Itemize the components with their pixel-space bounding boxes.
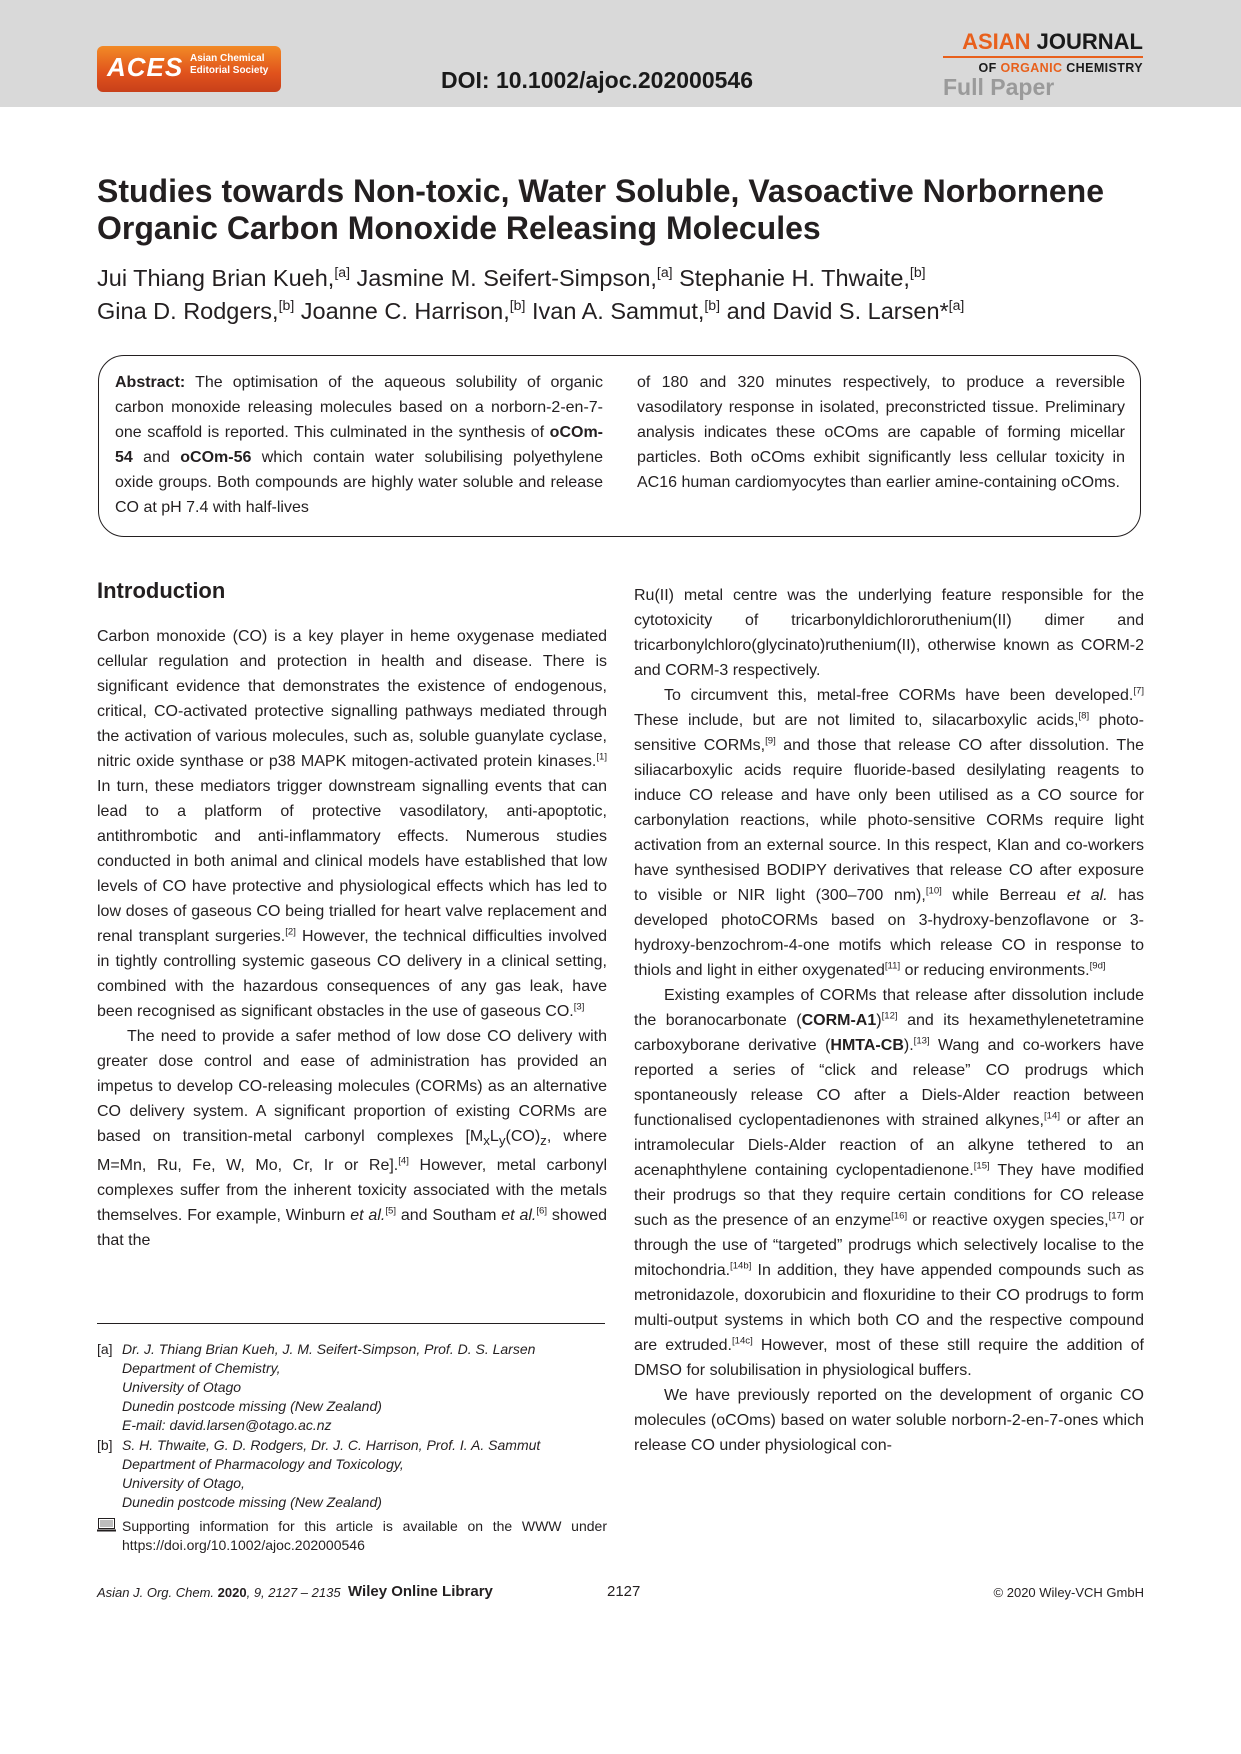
section-heading: Introduction (97, 578, 226, 603)
citation[interactable]: [14c] (731, 1335, 753, 1347)
abstract-box (98, 355, 1141, 537)
citation[interactable]: [3] (573, 1001, 585, 1013)
citation[interactable]: [4] (398, 1155, 409, 1167)
left-column (97, 577, 607, 1253)
citation[interactable]: [14] (1043, 1110, 1060, 1122)
citation[interactable]: [16] (891, 1210, 908, 1222)
journal-citation: Asian J. Org. Chem. 2020, 9, 2127 – 2135 (97, 1585, 341, 1600)
citation[interactable]: [12] (881, 1010, 898, 1022)
email-link[interactable]: E-mail: david.larsen@otago.ac.nz (122, 1417, 332, 1433)
paragraph: Ru(II) metal centre was the underlying feature responsible for the cytotoxicity of tricarbonyldichlororuthenium(II) dimer and tricarbonylchloro(glycinato)ruthenium(II), otherwise known as CORM-2 and CORM-3 respectively. (634, 587, 1144, 679)
doi-link[interactable]: DOI: 10.1002/ajoc.202000546 (441, 67, 754, 93)
computer-icon (97, 1518, 116, 1532)
copyright: © 2020 Wiley-VCH GmbH (993, 1585, 1144, 1600)
author-list (97, 262, 1147, 328)
compound-label: CORM-A1 (801, 1012, 877, 1029)
author: Joanne C. Harrison,[b] (300, 297, 526, 324)
right-column (634, 583, 1144, 1458)
paragraph: The need to provide a safer method of low dose CO delivery with greater dose control and ease of administration has provided an impetus to develop CO-releasing molecules (CORMs) as an alternative CO delivery system. A significant proportion of existing CORMs are based on transition-metal carbonyl complexes [$M_xL_y(CO)_z$, where M=Mn, Ru, Fe, W, Mo, Cr, Ir or Re].[4] However, metal carbonyl complexes suffer from the inherent toxicity associated with the metals themselves. For example, Winburn et al.[5] and Southam et al.[6] showed that the (97, 1028, 608, 1250)
author: and David S. Larsen*[a] (726, 297, 965, 324)
paragraph: Carbon monoxide (CO) is a key player in heme oxygenase mediated cellular regulation and protection in health and disease. There is significant evidence that demonstrates the existence of endogenous, critical, CO-activated protective signalling pathways mediated through the activation of various molecules, such as, soluble guanylate cyclase, nitric oxide synthase or p38 MAPK mitogen-activated protein kinases.[1] In turn, these mediators trigger downstream signalling events that can lead to a platform of protective vasodilatory, anti-apoptotic, antithrombotic and anti-inflammatory effects. Numerous studies conducted in both animal and clinical models have established that low levels of CO have protective and physiological effects which has led to low doses of gaseous CO being trialled for heart valve replacement and renal transplant surgeries.[2] However, the technical difficulties involved in tightly controlling systemic gaseous CO delivery in a clinical setting, combined with the hazardous consequences of any gas leak, have been recognised as significant obstacles in the use of gaseous CO.[3] (97, 628, 607, 1020)
abstract-left-column: Abstract: The optimisation of the aqueous solubility of organic carbon monoxide releasing molecules based on a norborn-2-en-7-one scaffold is reported. This culminated in the synthesis of oCOm-54 and oCOm-56 which contain water solubilising polyethylene oxide groups. Both compounds are highly water soluble and release CO at pH 7.4 with half-lives (115, 374, 603, 516)
author: Ivan A. Sammut,[b] (531, 297, 721, 324)
supporting-info-link[interactable]: Supporting information for this article is available on the WWW under https://doi.org/10.1002/ajoc.202000546 (122, 1518, 607, 1553)
aces-logo-text: ACES (107, 52, 184, 82)
paragraph: To circumvent this, metal-free CORMs have been developed.[7] These include, but are not limited to, silacarboxylic acids,[8] photo-sensitive CORMs,[9] and those that release CO after dissolution. The siliacarboxylic acids require fluoride-based desilylating reagents to induce CO release and have only been utilised as a CO source for carbonylation reactions, while photo-sensitive CORMs require light activation from an external source. In this respect, Klan and co-workers have synthesised BODIPY derivatives that release CO after exposure to visible or NIR light (300–700 nm),[10] while Berreau et al. has developed photoCORMs based on 3-hydroxy-benzoflavone or 3-hydroxy-benzochrom-4-one motifs which release CO in response to thiols and light in either oxygenated[11] or reducing environments.[9d] (634, 685, 1145, 979)
journal-name-line1: ASIAN JOURNAL (962, 29, 1143, 54)
compound-label: oCOm-54 (115, 424, 603, 466)
compound-label: HMTA-CB (830, 1037, 904, 1054)
citation[interactable]: [7] (1133, 685, 1144, 697)
citation[interactable]: [9] (765, 735, 776, 747)
compound-label: oCOm-56 (180, 449, 252, 466)
page-footer (97, 1583, 1144, 1603)
citation[interactable]: [8] (1078, 710, 1090, 722)
citation[interactable]: [1] (596, 751, 607, 763)
author: Jui Thiang Brian Kueh,[a] (97, 264, 351, 291)
citation[interactable]: [6] (536, 1205, 548, 1217)
footnote-label: [b] (97, 1437, 113, 1453)
header-bar (0, 0, 1241, 107)
page-number: 2127 (607, 1583, 641, 1600)
article-title: Studies towards Non-toxic, Water Soluble, Vasoactive Norbornene Organic Carbon Monoxide Releasing Molecules (97, 173, 1105, 246)
abstract-right-column: of 180 and 320 minutes respectively, to produce a reversible vasodilatory response in isolated, preconstricted tissue. Preliminary analysis indicates these oCOms are capable of forming micellar particles. Both oCOms exhibit significantly less cellular toxicity in AC16 human cardiomyocytes than earlier amine-containing oCOms. (637, 374, 1125, 491)
citation[interactable]: [2] (285, 926, 296, 938)
article-type: Full Paper (943, 74, 1055, 100)
citation[interactable]: [11] (884, 960, 901, 972)
author: Jasmine M. Seifert-Simpson,[a] (356, 264, 673, 291)
footnote-label: [a] (97, 1341, 113, 1357)
footnote-divider (97, 1323, 605, 1324)
supporting-info-note (97, 1517, 607, 1555)
wiley-online-library-link[interactable]: Wiley Online Library (348, 1583, 493, 1600)
citation[interactable]: [9d] (1089, 960, 1106, 972)
author: Stephanie H. Thwaite,[b] (679, 264, 926, 291)
citation[interactable]: [10] (925, 885, 942, 897)
citation[interactable]: [17] (1108, 1210, 1125, 1222)
paragraph: We have previously reported on the development of organic CO molecules (oCOms) based on water soluble norborn-2-en-7-ones which release CO under physiological con- (634, 1387, 1144, 1454)
citation[interactable]: [15] (973, 1160, 990, 1172)
aces-logo-subtitle: Asian Chemical Editorial Society (190, 53, 269, 76)
affiliation-footnote-b: [b] S. H. Thwaite, G. D. Rodgers, Dr. J. C. Harrison, Prof. I. A. Sammut Department of Pharmacology and Toxicology, University of Otago, Dunedin postcode missing (New Zealand) (97, 1437, 541, 1510)
journal-brand (943, 30, 1143, 99)
author: Gina D. Rodgers,[b] (97, 297, 295, 324)
citation[interactable]: [14b] (730, 1260, 752, 1272)
aces-logo (97, 46, 281, 92)
citation[interactable]: [5] (385, 1205, 396, 1217)
citation[interactable]: [13] (913, 1035, 930, 1047)
abstract-label: Abstract: (115, 374, 186, 391)
affiliation-footnote-a: [a] Dr. J. Thiang Brian Kueh, J. M. Seifert-Simpson, Prof. D. S. Larsen Department of Chemistry, University of Otago Dunedin postcode missing (New Zealand) E-mail: david.larsen@otago.ac.nz (97, 1340, 607, 1435)
paragraph: Existing examples of CORMs that release after dissolution include the boranocarbonate (CORM-A1)[12] and its hexamethylenetetramine carboxyborane derivative (HMTA-CB).[13] Wang and co-workers have reported a series of “click and release” CO prodrugs which spontaneously release CO after a Diels-Alder reaction between functionalised cyclopentadienones with strained alkynes,[14] or after an intramolecular Diels-Alder reaction of an alkyne tethered to an acenaphthylene containing cyclopentadienone.[15] They have modified their prodrugs so that they require certain conditions for CO release such as the presence of an enzyme[16] or reactive oxygen species,[17] or through the use of “targeted” prodrugs which selectively localise to the mitochondria.[14b] In addition, they have appended compounds such as metronidazole, doxorubicin and floxuridine to their CO prodrugs to form multi-output systems in which both CO and the respective compound are extruded.[14c] However, most of these still require the addition of DMSO for solubilisation in physiological buffers. (634, 987, 1145, 1379)
journal-rule (943, 56, 1143, 58)
journal-name-line2: OF ORGANIC CHEMISTRY (978, 61, 1143, 75)
